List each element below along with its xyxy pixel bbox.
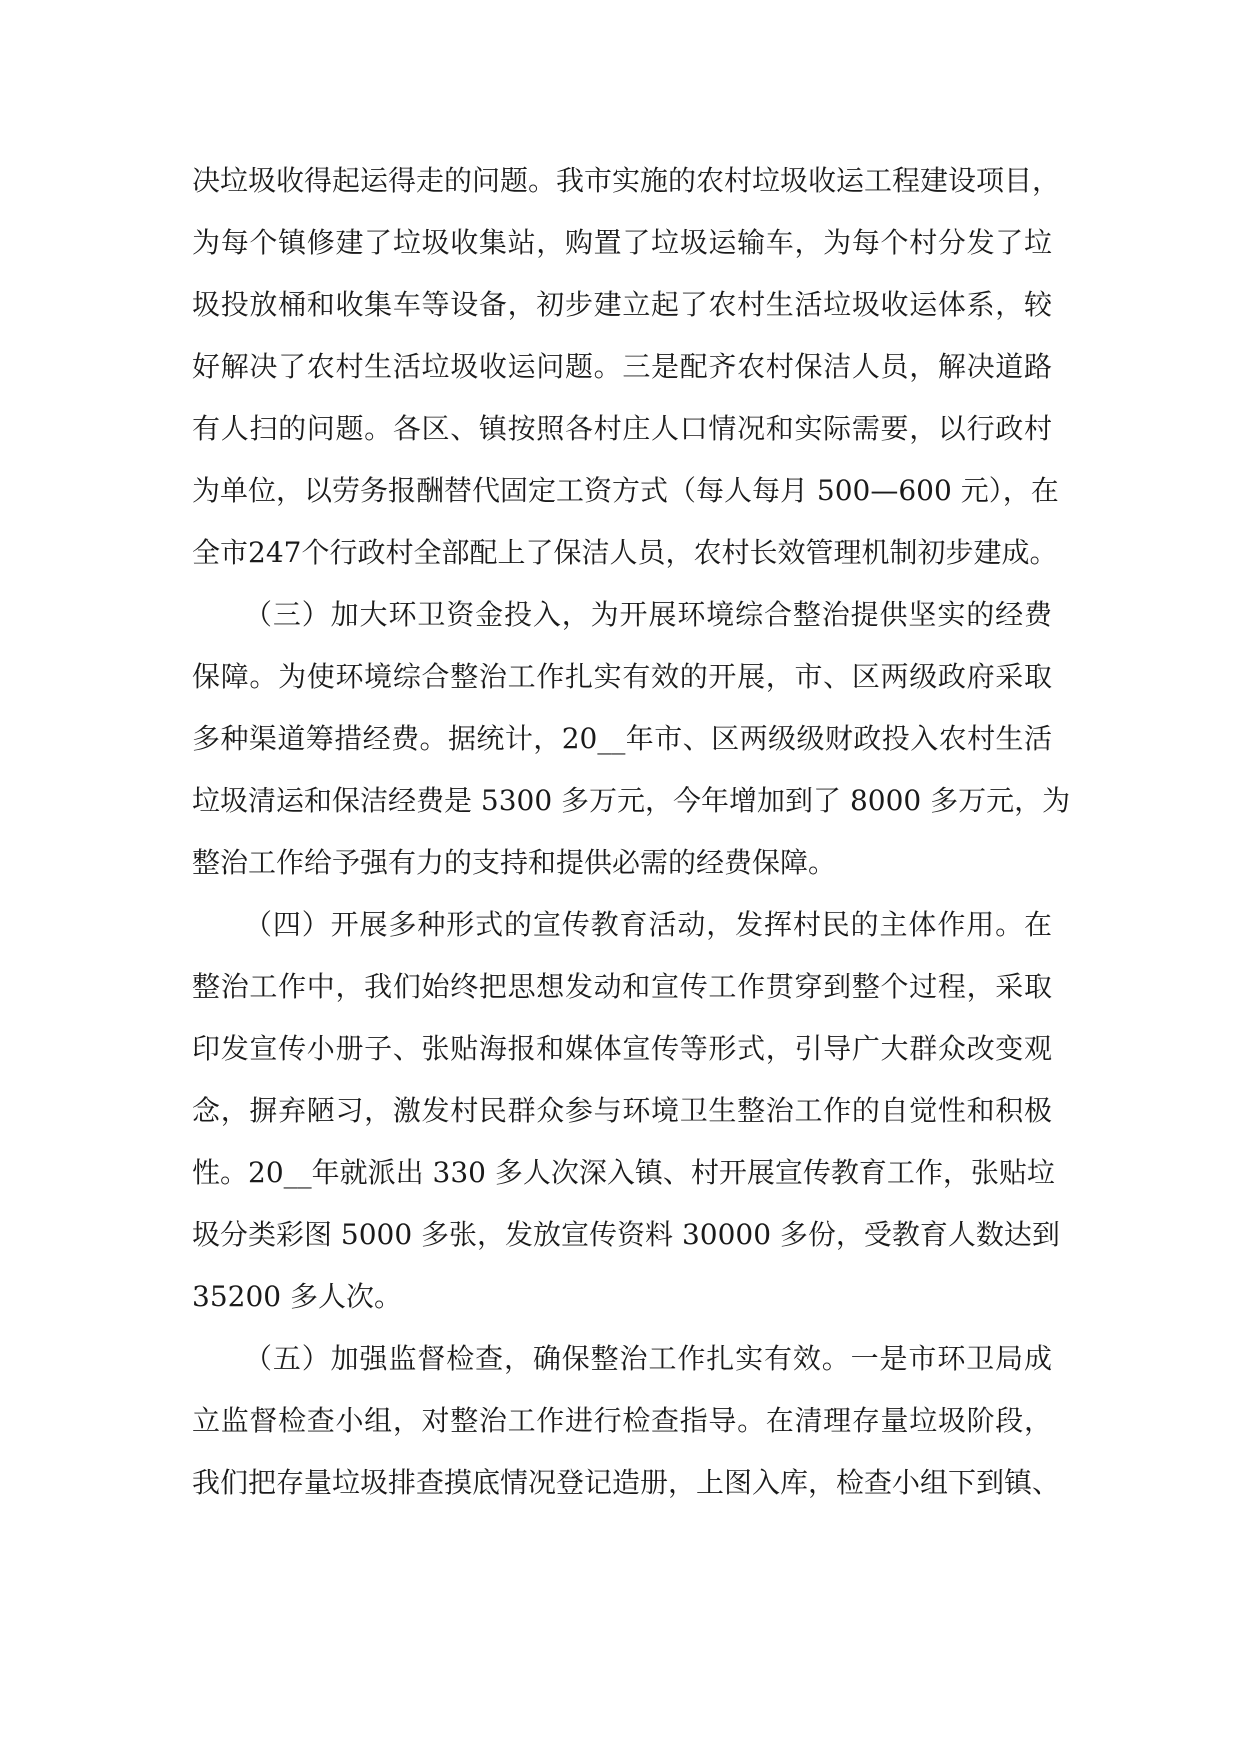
text-line: 多种渠道筹措经费。据统计，20__年市、区两级级财政投入农村生活 [192, 722, 1052, 755]
text-line: 念，摒弃陋习，激发村民群众参与环境卫生整治工作的自觉性和积极 [192, 1094, 1052, 1127]
text-line: 整治工作中，我们始终把思想发动和宣传工作贯穿到整个过程，采取 [192, 970, 1052, 1003]
text-line: 决垃圾收得起运得走的问题。我市实施的农村垃圾收运工程建设项目， [192, 164, 1061, 197]
text-line: 整治工作给予强有力的支持和提供必需的经费保障。 [192, 846, 837, 879]
paragraph [192, 894, 1060, 1328]
text-line: 保障。为使环境综合整治工作扎实有效的开展，市、区两级政府采取 [192, 660, 1052, 693]
text-line: 好解决了农村生活垃圾收运问题。三是配齐农村保洁人员，解决道路 [192, 350, 1052, 383]
text-line: 全市247个行政村全部配上了保洁人员，农村长效管理机制初步建成。 [192, 536, 1058, 569]
text-line: 有人扫的问题。各区、镇按照各村庄人口情况和实际需要，以行政村 [192, 412, 1052, 445]
text-line: （四）开展多种形式的宣传教育活动，发挥村民的主体作用。在 [244, 908, 1052, 941]
text-line: （三）加大环卫资金投入，为开展环境综合整治提供坚实的经费 [244, 598, 1052, 631]
text-line: 35200 多人次。 [192, 1280, 402, 1313]
text-line: 垃圾清运和保洁经费是 5300 多万元，今年增加到了 8000 多万元，为 [192, 784, 1071, 817]
document-page [192, 150, 1071, 1514]
text-line: 为每个镇修建了垃圾收集站，购置了垃圾运输车，为每个村分发了垃 [192, 226, 1052, 259]
text-line: 为单位，以劳务报酬替代固定工资方式（每人每月 500—600 元），在 [192, 474, 1059, 507]
text-line: 我们把存量垃圾排查摸底情况登记造册，上图入库，检查小组下到镇、 [192, 1466, 1061, 1499]
paragraph [192, 150, 1061, 584]
paragraph [192, 1328, 1061, 1514]
paragraph [192, 584, 1071, 894]
text-line: 印发宣传小册子、张贴海报和媒体宣传等形式，引导广大群众改变观 [192, 1032, 1052, 1065]
text-line: 立监督检查小组，对整治工作进行检查指导。在清理存量垃圾阶段， [192, 1404, 1052, 1437]
text-line: 性。20__年就派出 330 多人次深入镇、村开展宣传教育工作，张贴垃 [192, 1156, 1055, 1189]
text-line: 圾投放桶和收集车等设备，初步建立起了农村生活垃圾收运体系，较 [192, 288, 1052, 321]
text-line: （五）加强监督检查，确保整治工作扎实有效。一是市环卫局成 [244, 1342, 1052, 1375]
text-line: 圾分类彩图 5000 多张，发放宣传资料 30000 多份，受教育人数达到 [192, 1218, 1060, 1251]
